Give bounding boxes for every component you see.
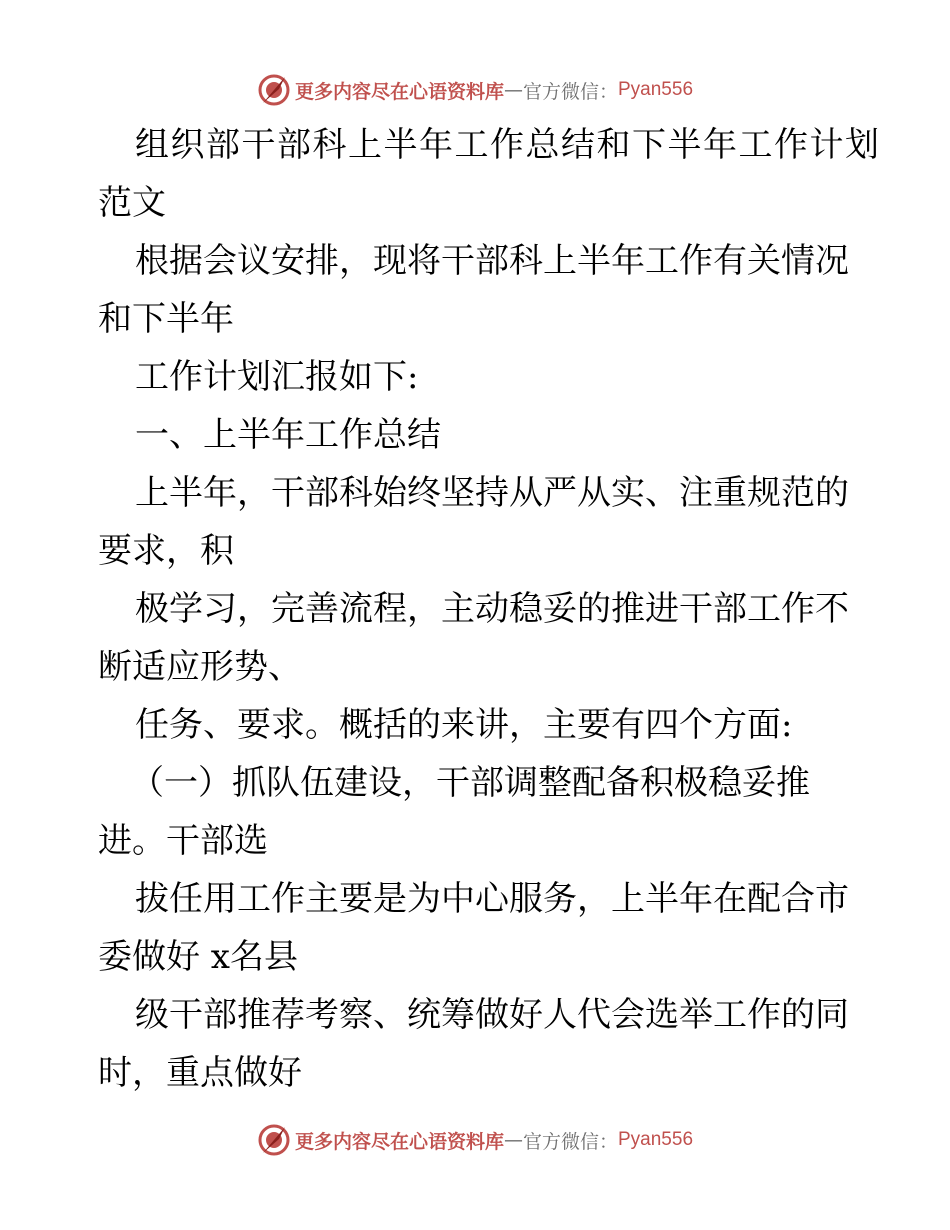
header-banner (0, 70, 950, 110)
quill-logo-icon (257, 1123, 291, 1157)
doc-line: 根据会议安排，现将干部科上半年工作有关情况 (135, 241, 849, 281)
doc-line: 要求，积 (98, 531, 234, 571)
doc-line: 时，重点做好 (98, 1053, 302, 1093)
doc-line: 级干部推荐考察、统筹做好人代会选举工作的同 (135, 995, 849, 1035)
banner-wechat-label: 官方微信： (522, 1130, 618, 1153)
doc-line: 上半年，干部科始终坚持从严从实、注重规范的 (135, 473, 849, 513)
doc-line: 委做好 x名县 (98, 937, 298, 977)
subsection-heading: （一）抓队伍建设，干部调整配备积极稳妥推 (130, 763, 810, 803)
doc-line: 极学习，完善流程，主动稳妥的推进干部工作不 (135, 589, 849, 629)
banner-site-name: 更多内容尽在心语资料库 (294, 80, 504, 103)
section-heading: 一、上半年工作总结 (135, 415, 441, 455)
banner-dash: — (503, 1129, 523, 1151)
banner-dash: — (503, 79, 523, 101)
doc-line: 和下半年 (98, 299, 234, 339)
doc-title-line-2: 范文 (98, 183, 166, 223)
footer-banner (0, 1120, 950, 1160)
banner-site-name: 更多内容尽在心语资料库 (294, 1130, 504, 1153)
banner-wechat-id: Pyan556 (618, 1129, 694, 1150)
banner-wechat-label: 官方微信： (522, 80, 618, 103)
doc-line: 工作计划汇报如下: (135, 357, 419, 397)
doc-line: 任务、要求。概括的来讲，主要有四个方面: (135, 705, 793, 745)
banner-wechat-id: Pyan556 (618, 79, 694, 100)
doc-line: 断适应形势、 (98, 647, 302, 687)
document-body (0, 116, 950, 1102)
doc-line: 拔任用工作主要是为中心服务，上半年在配合市 (135, 879, 849, 919)
doc-title-line-1: 组织部干部科上半年工作总结和下半年工作计划 (135, 125, 881, 165)
doc-line: 进。干部选 (98, 821, 268, 861)
quill-logo-icon (257, 73, 291, 107)
